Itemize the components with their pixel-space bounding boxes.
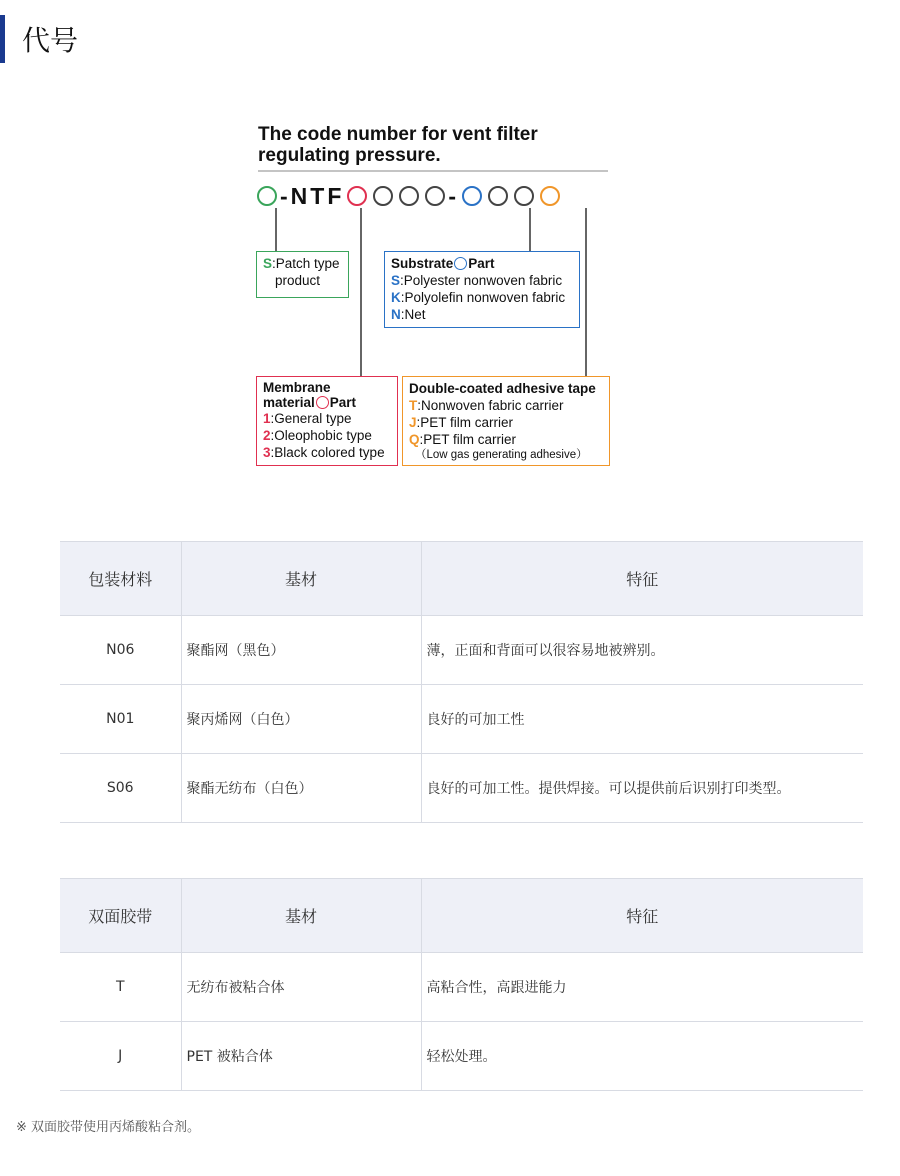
accent-bar [0,15,5,63]
grey-circle-icon [425,186,445,206]
heading-line-2: regulating pressure. [258,145,441,166]
code-prefix: NTF [290,182,345,209]
tape-item: Q:PET film carrier [409,432,517,447]
table-row [60,953,863,1022]
red-circle-icon [316,396,329,409]
tape-item: T:Nonwoven fabric carrier [409,398,564,413]
code-pattern [254,181,563,211]
table-row [60,616,863,685]
code-dash: - [280,182,291,209]
blue-circle-icon [454,257,467,270]
substrate-item: N:Net [391,307,426,322]
membrane-item: 3:Black colored type [263,445,385,460]
membrane-item: 2:Oleophobic type [263,428,372,443]
red-circle-icon [347,186,367,206]
feature-cell: 薄，正面和背面可以很容易地被辨别。 [421,616,863,685]
orange-circle-icon [540,186,560,206]
adhesive-tape-table [60,878,863,1091]
code-cell: J [60,1022,181,1091]
substrate-cell: 聚丙烯网（白色） [181,685,421,754]
heading-line-1: The code number for vent filter [258,124,538,145]
tape-item: J:PET film carrier [409,415,514,430]
patch-type-box: S:Patch type product [256,251,349,298]
substrate-item: K:Polyolefin nonwoven fabric [391,290,566,305]
table-header-row [60,879,863,953]
code-cell: N06 [60,616,181,685]
substrate-cell: PET 被粘合体 [181,1022,421,1091]
feature-cell: 高粘合性，高跟进能力 [421,953,863,1022]
substrate-cell: 聚酯无纺布（白色） [181,754,421,823]
code-cell: N01 [60,685,181,754]
page-title: 代号 [22,24,79,57]
blue-circle-icon [462,186,482,206]
table-row [60,1022,863,1091]
header-substrate: 基材 [181,542,421,616]
header-substrate: 基材 [181,879,421,953]
header-features: 特征 [421,879,863,953]
feature-cell: 良好的可加工性。提供焊接。可以提供前后识别打印类型。 [421,754,863,823]
diagram-heading [258,124,538,166]
code-number-diagram [250,118,620,470]
grey-circle-icon [514,186,534,206]
footnote: ※ 双面胶带使用丙烯酸粘合剂。 [16,1120,201,1135]
green-circle-icon [257,186,277,206]
code-dash: - [448,182,460,209]
table-header-row [60,542,863,616]
packaging-material-table [60,541,863,823]
substrate-item: S:Polyester nonwoven fabric [391,273,563,288]
substrate-cell: 聚酯网（黑色） [181,616,421,685]
table-row [60,754,863,823]
header-tape: 双面胶带 [60,879,181,953]
code-cell: T [60,953,181,1022]
feature-cell: 轻松处理。 [421,1022,863,1091]
grey-circle-icon [373,186,393,206]
code-cell: S06 [60,754,181,823]
feature-cell: 良好的可加工性 [421,685,863,754]
substrate-part-box: Substrate Part S:Polyester nonwoven fabric K:Polyolefin nonwoven fabric N:Net [384,251,580,328]
table-row [60,685,863,754]
header-features: 特征 [421,542,863,616]
header-packaging: 包装材料 [60,542,181,616]
adhesive-tape-box: Double-coated adhesive tape T:Nonwoven fabric carrier J:PET film carrier Q:PET film carrier （Low gas generating adhesive） [402,376,610,466]
membrane-material-box: Membrane material Part 1:General type 2:Oleophobic type 3:Black colored type [256,376,398,466]
substrate-cell: 无纺布被粘合体 [181,953,421,1022]
membrane-item: 1:General type [263,411,352,426]
grey-circle-icon [488,186,508,206]
page-header [0,14,78,64]
grey-circle-icon [399,186,419,206]
